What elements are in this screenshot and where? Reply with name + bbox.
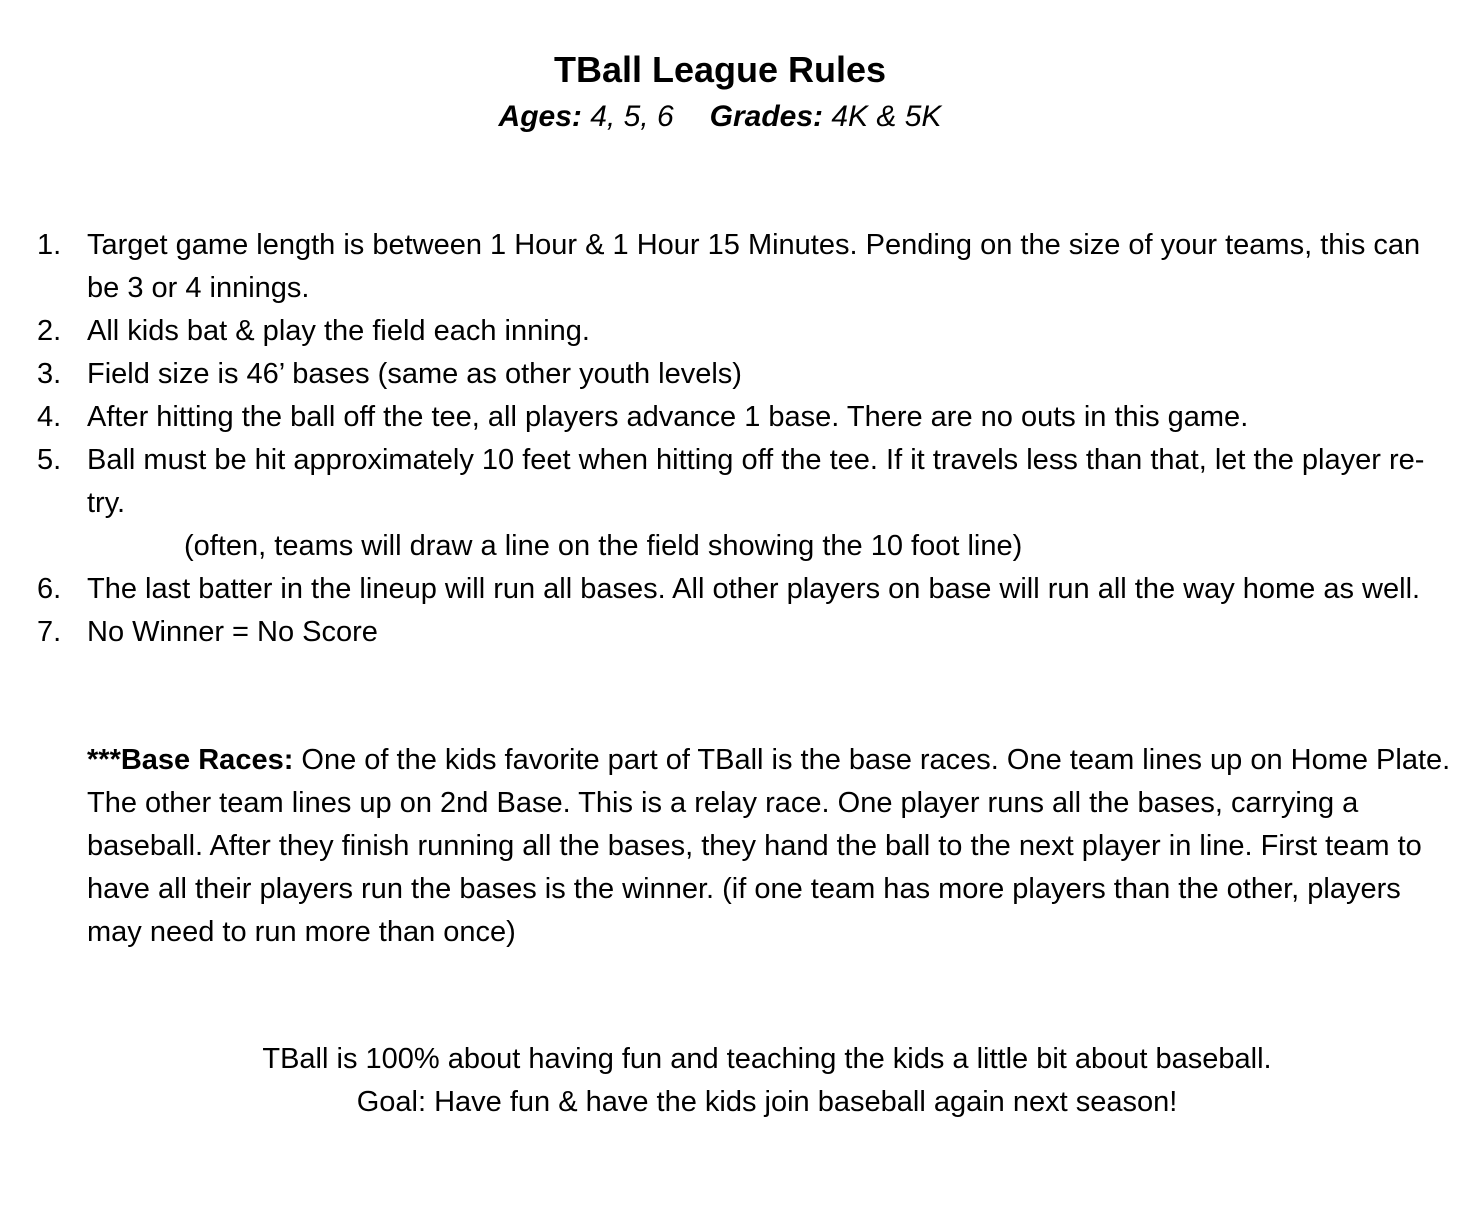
base-races-paragraph xyxy=(87,739,1457,954)
rule-item xyxy=(0,439,1474,568)
rule-item xyxy=(0,224,1474,310)
base-races-text: One of the kids favorite part of TBall is the base races. One team lines up on Home Plate. The other team lines up on 2nd Base. This is a relay race. One player runs all the bases, carrying a baseball. After they finish running all the bases, they hand the ball to the next player in line. First team to have all their players run the bases is the winner. (if one team has more players than the other, players may need to run more than once) xyxy=(87,744,1451,948)
closing-line-1: TBall is 100% about having fun and teaching the kids a little bit about baseball. xyxy=(262,1043,1272,1075)
rule-text: After hitting the ball off the tee, all players advance 1 base. There are no outs in this game. xyxy=(87,401,1249,433)
page-title: TBall League Rules xyxy=(553,49,887,90)
rule-number: 4. xyxy=(37,401,62,433)
base-races-label: ***Base Races: xyxy=(87,744,294,776)
rule-number: 1. xyxy=(37,229,62,261)
rule-number: 7. xyxy=(37,616,62,648)
rule-text: No Winner = No Score xyxy=(87,616,378,648)
ages-value: 4, 5, 6 xyxy=(581,100,674,133)
rule-number: 5. xyxy=(37,444,62,476)
rule-text: Ball must be hit approximately 10 feet when hitting off the tee. If it travels less than that, let the player re-try. xyxy=(87,444,1425,519)
grades-label: Grades: xyxy=(709,100,824,133)
rule-item xyxy=(0,568,1474,611)
grades-value: 4K & 5K xyxy=(823,100,942,133)
rule-item xyxy=(0,310,1474,353)
rule-item xyxy=(0,611,1474,654)
rule-item xyxy=(0,353,1474,396)
rule-number: 6. xyxy=(37,573,62,605)
closing-statement xyxy=(0,1038,1474,1124)
rule-text: Field size is 46’ bases (same as other youth levels) xyxy=(87,358,742,390)
rule-text: Target game length is between 1 Hour & 1 Hour 15 Minutes. Pending on the size of your teams, this can be 3 or 4 innings. xyxy=(87,229,1421,304)
rule-number: 3. xyxy=(37,358,62,390)
ages-label: Ages: xyxy=(498,100,582,133)
closing-line-2: Goal: Have fun & have the kids join baseball again next season! xyxy=(356,1086,1178,1118)
age-grade-info xyxy=(0,96,1440,138)
rule-text: All kids bat & play the field each inning. xyxy=(87,315,590,347)
rule-number: 2. xyxy=(37,315,62,347)
rules-list xyxy=(0,224,1474,654)
rule-note: (often, teams will draw a line on the field showing the 10 foot line) xyxy=(184,530,1023,562)
rule-text: The last batter in the lineup will run all bases. All other players on base will run all the way home as well. xyxy=(87,573,1421,605)
rule-item xyxy=(0,396,1474,439)
